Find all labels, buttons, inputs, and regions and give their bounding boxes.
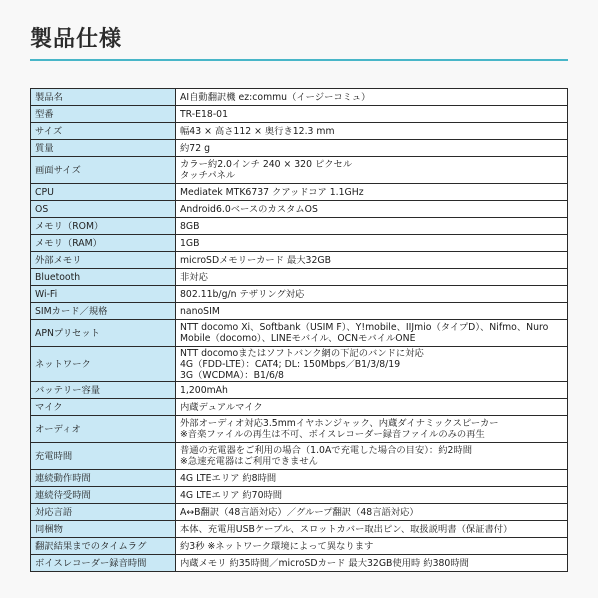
- spec-label: 外部メモリ: [31, 252, 176, 269]
- spec-value-line: 外部オーディオ対応3.5mmイヤホンジャック、内蔵ダイナミックスピーカー: [180, 418, 499, 429]
- spec-value-line: カラー約2.0インチ 240 × 320 ピクセル: [180, 159, 353, 170]
- spec-value-line: AI自動翻訳機 ez:commu（イージーコミュ）: [180, 91, 371, 103]
- spec-value-line: 幅43 × 高さ112 × 奥行き12.3 mm: [180, 125, 335, 137]
- spec-value: [176, 89, 568, 106]
- spec-row: [31, 504, 568, 521]
- spec-row: [31, 157, 568, 184]
- spec-value: [176, 487, 568, 504]
- spec-value: [176, 286, 568, 303]
- spec-row: [31, 252, 568, 269]
- spec-label: CPU: [31, 184, 176, 201]
- spec-value-line: タッチパネル: [180, 170, 236, 181]
- spec-label: ボイスレコーダー録音時間: [31, 555, 176, 572]
- spec-label: 翻訳結果までのタイムラグ: [31, 538, 176, 555]
- spec-value-line: 内蔵デュアルマイク: [180, 401, 263, 413]
- spec-label: サイズ: [31, 123, 176, 140]
- spec-row: [31, 89, 568, 106]
- spec-value-line: 約72 g: [180, 142, 210, 154]
- spec-label: APNプリセット: [31, 320, 176, 347]
- spec-label: 連続動作時間: [31, 470, 176, 487]
- spec-label: ネットワーク: [31, 347, 176, 382]
- spec-value: [176, 140, 568, 157]
- spec-row: [31, 123, 568, 140]
- spec-value-line: NTT docomoまたはソフトバンク網の下記のバンドに対応: [180, 347, 424, 359]
- spec-value: [176, 470, 568, 487]
- spec-value: [176, 184, 568, 201]
- spec-value-line: NTT docomo Xi、Softbank（USIM F）、Y!mobile、IIJmio（タイプD）、Nifmo、Nuro: [180, 322, 549, 333]
- spec-value-line: 本体、充電用USBケーブル、スロットカバー取出ピン、取扱説明書（保証書付）: [180, 523, 513, 535]
- spec-label: 製品名: [31, 89, 176, 106]
- spec-value: [176, 201, 568, 218]
- spec-row: [31, 201, 568, 218]
- spec-value: [176, 521, 568, 538]
- spec-label: メモリ（ROM）: [31, 218, 176, 235]
- spec-value-line: A↔B翻訳（48言語対応）／グループ翻訳（48言語対応）: [180, 506, 419, 518]
- spec-value-line: Mediatek MTK6737 クアッドコア 1.1GHz: [180, 186, 364, 198]
- spec-row: [31, 382, 568, 399]
- spec-row: [31, 538, 568, 555]
- spec-value: [176, 399, 568, 416]
- spec-value-line: ※音楽ファイルの再生は不可、ボイスレコーダー録音ファイルのみの再生: [180, 429, 485, 440]
- spec-value-line: nanoSIM: [180, 305, 220, 317]
- spec-value: [176, 320, 568, 347]
- spec-value: [176, 382, 568, 399]
- spec-value-line: 1GB: [180, 237, 200, 249]
- spec-value-line: ※急速充電器はご利用できません: [180, 456, 318, 467]
- spec-value: [176, 504, 568, 521]
- spec-value: [176, 538, 568, 555]
- spec-row: [31, 140, 568, 157]
- spec-label: 充電時間: [31, 443, 176, 470]
- spec-value: [176, 157, 568, 184]
- spec-row: [31, 487, 568, 504]
- spec-value-line: 約3秒 ※ネットワーク環境によって異なります: [180, 540, 374, 552]
- spec-value: [176, 235, 568, 252]
- spec-value: [176, 443, 568, 470]
- spec-value-line: 4G LTEエリア 約70時間: [180, 489, 283, 501]
- spec-value-line: 8GB: [180, 220, 200, 232]
- spec-value-line: 4G（FDD-LTE）：CAT4; DL: 150Mbps／B1/3/8/19: [180, 358, 401, 370]
- spec-row: [31, 521, 568, 538]
- spec-value-line: 3G（WCDMA）：B1/6/8: [180, 369, 284, 381]
- spec-label: 型番: [31, 106, 176, 123]
- spec-table-body: [31, 89, 568, 572]
- spec-label: SIMカード／規格: [31, 303, 176, 320]
- spec-table: [30, 88, 568, 572]
- spec-row: [31, 218, 568, 235]
- spec-value: [176, 303, 568, 320]
- spec-value-line: 802.11b/g/n テザリング対応: [180, 288, 305, 300]
- spec-value-line: Mobile（docomo）、LINEモバイル、OCNモバイルONE: [180, 333, 416, 344]
- spec-label: バッテリー容量: [31, 382, 176, 399]
- spec-value: [176, 252, 568, 269]
- spec-label: OS: [31, 201, 176, 218]
- spec-label: 連続待受時間: [31, 487, 176, 504]
- spec-value: [176, 106, 568, 123]
- spec-value-line: 内蔵メモリ 約35時間／microSDカード 最大32GB使用時 約380時間: [180, 557, 469, 569]
- spec-value-line: 普通の充電器をご利用の場合（1.0Aで充電した場合の目安）：約2時間: [180, 445, 473, 456]
- spec-row: [31, 443, 568, 470]
- spec-value: [176, 269, 568, 286]
- spec-label: Bluetooth: [31, 269, 176, 286]
- spec-label: Wi-Fi: [31, 286, 176, 303]
- spec-value-line: Android6.0ベースのカスタムOS: [180, 203, 318, 215]
- spec-value: [176, 347, 568, 382]
- spec-row: [31, 320, 568, 347]
- spec-value-line: 1,200mAh: [180, 384, 228, 396]
- spec-row: [31, 235, 568, 252]
- spec-label: マイク: [31, 399, 176, 416]
- spec-value-line: 非対応: [180, 271, 208, 283]
- spec-row: [31, 184, 568, 201]
- spec-label: メモリ（RAM）: [31, 235, 176, 252]
- spec-value: [176, 123, 568, 140]
- spec-row: [31, 106, 568, 123]
- spec-row: [31, 555, 568, 572]
- spec-row: [31, 286, 568, 303]
- spec-label: 対応言語: [31, 504, 176, 521]
- spec-label: 同梱物: [31, 521, 176, 538]
- spec-value-line: 4G LTEエリア 約8時間: [180, 472, 277, 484]
- spec-row: [31, 399, 568, 416]
- title-divider: [30, 59, 568, 61]
- spec-value: [176, 555, 568, 572]
- spec-row: [31, 269, 568, 286]
- spec-value: [176, 416, 568, 443]
- spec-row: [31, 470, 568, 487]
- spec-label: 質量: [31, 140, 176, 157]
- spec-value: [176, 218, 568, 235]
- spec-label: オーディオ: [31, 416, 176, 443]
- page-title: 製品仕様: [30, 27, 123, 52]
- spec-label: 画面サイズ: [31, 157, 176, 184]
- spec-row: [31, 303, 568, 320]
- spec-value-line: microSDメモリーカード 最大32GB: [180, 254, 331, 266]
- spec-value-line: TR-E18-01: [180, 108, 229, 120]
- spec-row: [31, 416, 568, 443]
- spec-row: [31, 347, 568, 382]
